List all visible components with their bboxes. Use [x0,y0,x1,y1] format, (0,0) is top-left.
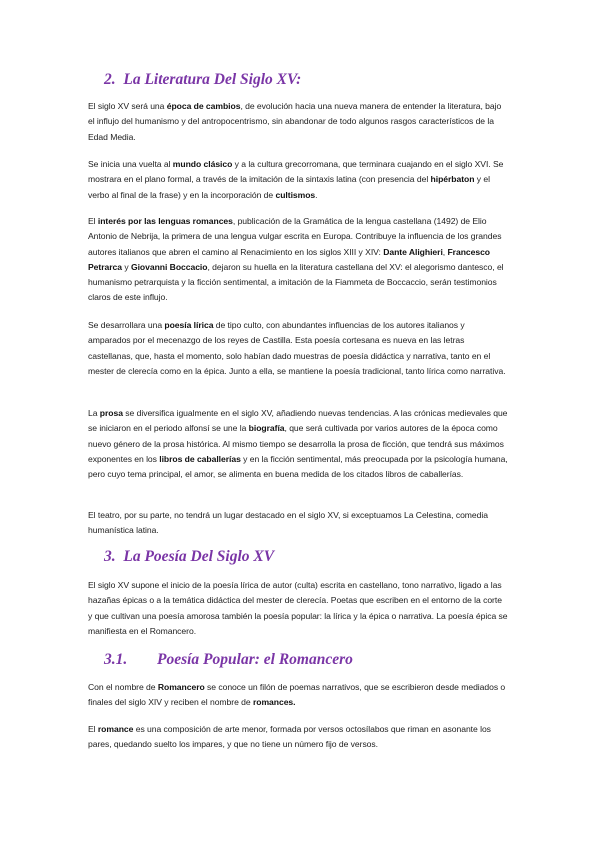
section-heading-3-1 [104,651,353,669]
text-run: El [88,724,98,734]
paragraph-mundo-clasico [88,157,508,203]
paragraph-prosa [88,406,508,482]
section-number: 3. [104,548,116,565]
bold-term: cultismos [275,189,316,200]
bold-term: Dante Alighieri [383,246,443,257]
section-title: La Poesía Del Siglo XV [123,548,275,565]
text-run: . [315,189,318,200]
text-run: y a la cultura grecorromana, que terminara cuajando en el siglo XVI. Se mostrara en el plano formal, a través de la imitación de la sintaxis latina (con presencia del [88,159,504,185]
text-run: Se desarrollara una [88,320,165,330]
text-run: , publicación de la Gramática de la lengua castellana (1492) de Elio Antonio de Nebrija, la primera de una lengua vulgar escrita en Europa. Contribuye la influencia de los grandes autores italianos que abren el camino al Renacimiento en los siglos XIII y XIV: [88,216,502,257]
text-run: , dejaron su huella en la literatura castellana del XV: el alegorismo dantesco, el humanismo petrarquista y la ficción sentimental, a imitación de la Fiammeta de Boccaccio, serán testimonios claros de este influjo. [88,261,504,303]
paragraph-epoca-cambios [88,99,508,145]
bold-term: interés por las lenguas romances [97,216,233,226]
text-run: y el verbo al final de la frase) y en la incorporación de [88,174,490,200]
section-number: 2. [104,71,116,88]
text-run: Se inicia una vuelta al [88,159,173,169]
section-heading-2 [104,71,301,89]
text-run: , que será cultivada por varios autores de la época como nuevo género de la prosa histórica. Al mismo tiempo se desarrolla la prosa de ficción, que tendrá sus máximos exponentes en los [88,423,504,464]
text-run: , de evolución hacia una nueva manera de entender la literatura, bajo el influjo del humanismo y del antropocentrismo, sin abandonar de todo algunos rasgos característicos de la Edad Media. [88,101,502,142]
text-run: y [122,261,131,272]
text-run: y en la ficción sentimental, más preocupada por la psicología humana, pero cuyo tema principal, el amor, se alimenta en buena medida de los citados libros de caballerías. [88,453,508,480]
bold-term: Giovanni Boccacio [130,261,208,272]
bold-term: mundo clásico [172,159,233,169]
section-number: 3.1. [104,651,128,668]
text-run: El siglo XV supone el inicio de la poesía lírica de autor (culta) escrita en castellano, tono narrativo, ligado a las hazañas épicas o a la temática didáctica del mester de clerecía. Poetas que escriben en el entorno de la corte y que cultivan una poesía amorosa también la poesía popular: la lírica y la épica o narrativa. La poesía épica se manifiesta en el Romancero. [88,580,508,636]
paragraph-poesia-lirica [88,318,508,379]
text-run: se conoce un filón de poemas narrativos, que se escribieron desde mediados o finales del siglo XIV y reciben el nombre de [88,682,506,708]
bold-term: libros de caballerías [159,453,241,464]
text-run: La [88,408,100,418]
section-title: Poesía Popular: el Romancero [157,651,353,668]
text-run: El teatro, por su parte, no tendrá un lugar destacado en el siglo XV, si exceptuamos La Celestina, comedia humanística latina. [88,510,488,536]
text-run: es una composición de arte menor, formada por versos octosílabos que riman en asonante los pares, quedando suelto los impares, y que no tiene un número fijo de versos. [88,724,491,750]
paragraph-romancero [88,680,508,711]
section-heading-3 [104,548,274,566]
text-run: El [88,216,98,226]
bold-term: biografía [248,423,285,434]
bold-term: prosa [99,408,123,418]
bold-term: romances. [252,697,296,708]
text-run: , [442,246,448,257]
text-run: se diversifica igualmente en el siglo XV, añadiendo nuevas tendencias. A las crónicas medievales que se iniciaron en el periodo alfonsí se une la [88,408,508,434]
bold-term: poesía lírica [164,320,214,330]
bold-term: romance [97,724,134,734]
paragraph-lenguas-romances [88,214,508,306]
bold-term: época de cambios [166,101,241,111]
bold-term: Romancero [157,682,205,692]
text-run: Con el nombre de [88,682,158,692]
bold-term: Francesco Petrarca [88,246,491,272]
paragraph-teatro [88,508,508,539]
paragraph-poesia-siglo-xv [88,578,508,639]
text-run: de tipo culto, con abundantes influencias de los autores italianos y amparados por el mecenazgo de los reyes de Castilla. Esta poesía cortesana es nueva en las letras castellanas, que, hasta el momento, solo habían dado muestras de poesía didáctica y narrativa, tanto en el mester de clerecía como en la épica. Junto a ella, se mantiene la poesía tradicional, tanto lírica como narrativa. [88,320,506,376]
text-run: El siglo XV será una [88,101,167,111]
section-title: La Literatura Del Siglo XV: [123,71,302,88]
paragraph-romance [88,722,508,753]
bold-term: hipérbaton [430,174,475,185]
